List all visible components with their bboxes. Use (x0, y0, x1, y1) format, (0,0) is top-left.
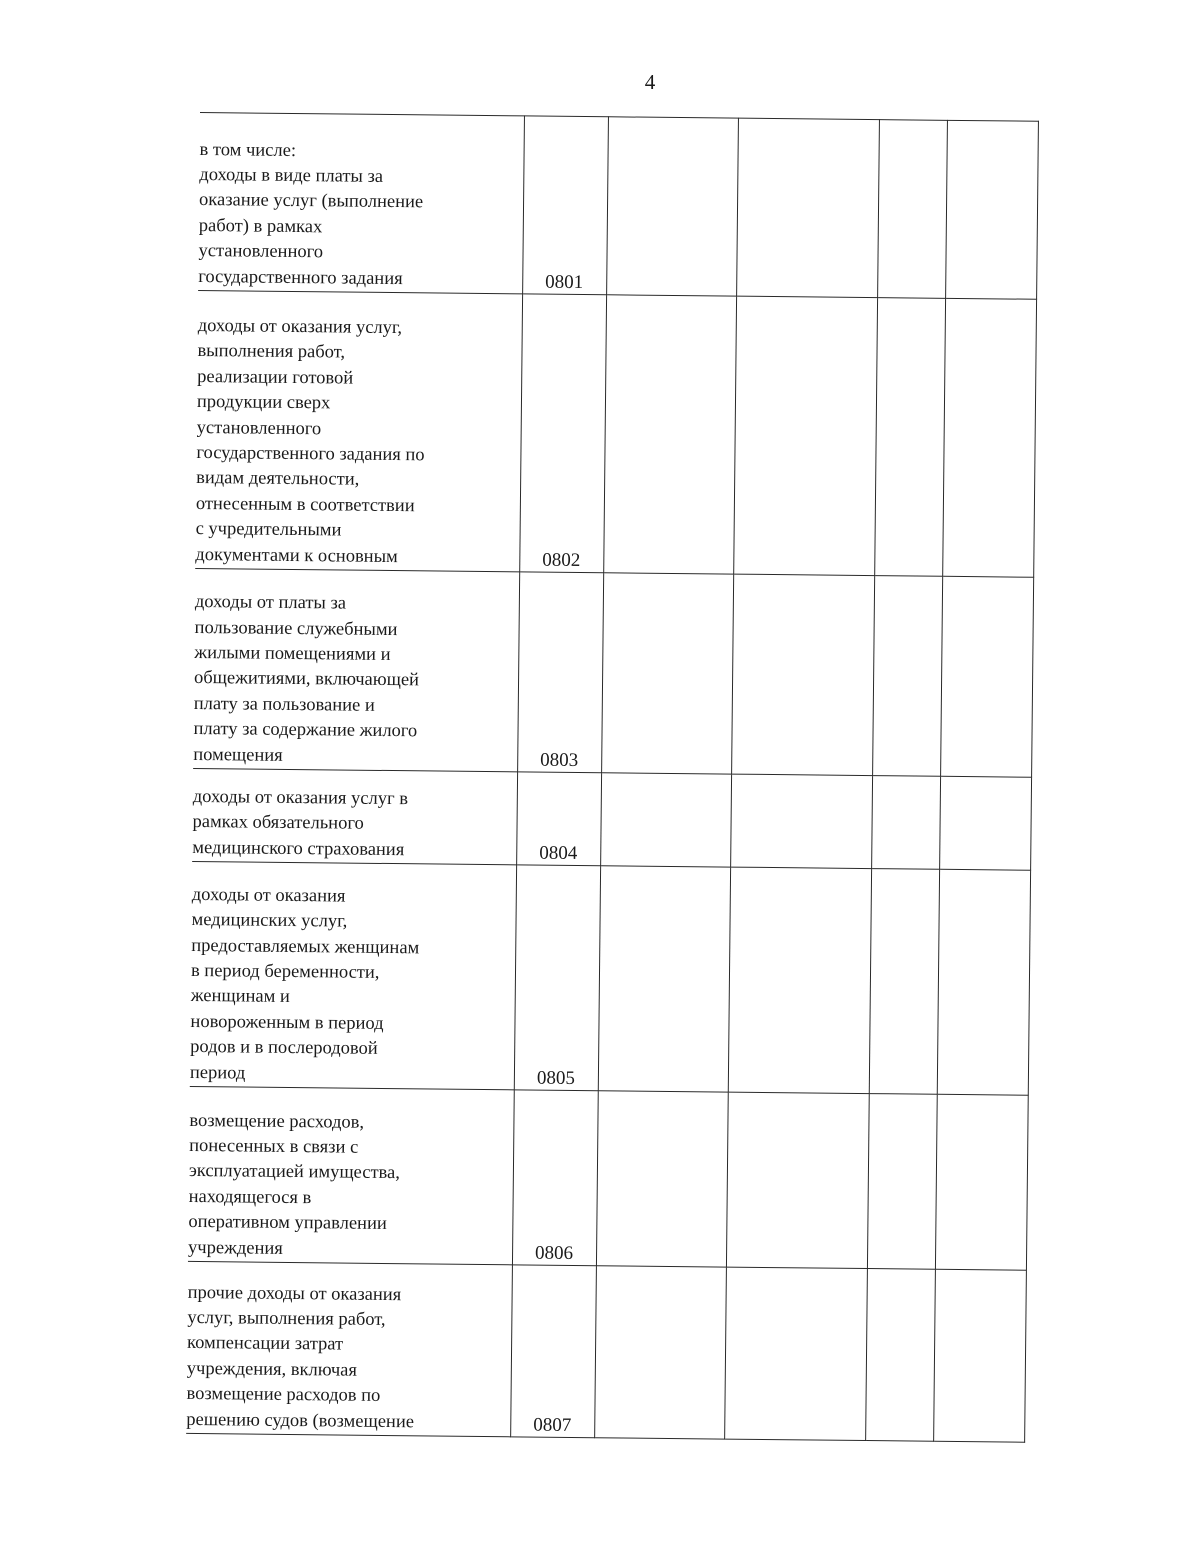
table-row (190, 861, 1030, 1095)
value-cell (872, 576, 942, 777)
value-cell (933, 1269, 1026, 1442)
row-description: доходы от платы за пользование служебными жилыми помещениями и общежитиями, включающей плату за пользование и плату за содержание жилого помещения (193, 568, 519, 771)
table-row (186, 1261, 1026, 1442)
row-description: возмещение расходов, понесенных в связи с эксплуатацией имущества, находящегося в оперативном управлении учреждения (188, 1086, 514, 1264)
table-row (193, 568, 1033, 777)
row-code: 0807 (510, 1265, 596, 1438)
row-code: 0805 (514, 865, 600, 1091)
table-row (192, 768, 1031, 870)
table-row (188, 1086, 1028, 1270)
row-code: 0804 (516, 772, 601, 866)
value-cell (736, 118, 879, 297)
value-cell (600, 773, 731, 867)
value-cell (939, 776, 1031, 870)
value-cell (867, 1094, 937, 1270)
value-cell (945, 120, 1038, 299)
value-cell (937, 869, 1030, 1095)
value-cell (733, 296, 877, 575)
value-cell (935, 1094, 1028, 1270)
row-code: 0806 (512, 1090, 598, 1266)
value-cell (726, 1092, 869, 1268)
income-table (186, 112, 1038, 1443)
value-cell (874, 298, 945, 577)
value-cell (869, 869, 939, 1095)
value-cell (940, 576, 1033, 777)
value-cell (871, 776, 940, 870)
row-code: 0801 (522, 116, 608, 295)
value-cell (594, 1266, 726, 1439)
value-cell (877, 120, 947, 299)
row-description: в том числе: доходы в виде платы за оказание услуг (выполнение работ) в рамках установленного государственного задания (198, 112, 524, 293)
value-cell (603, 295, 736, 574)
value-cell (942, 298, 1036, 577)
value-cell (730, 774, 872, 868)
value-cell (724, 1267, 867, 1440)
value-cell (728, 867, 871, 1093)
value-cell (731, 574, 874, 775)
row-code: 0803 (517, 572, 603, 773)
value-cell (865, 1269, 935, 1442)
row-code: 0802 (519, 294, 606, 573)
page-number: 4 (644, 70, 656, 94)
value-cell (596, 1091, 728, 1267)
row-description: доходы от оказания услуг в рамках обязательного медицинского страхования (192, 768, 517, 864)
row-description: прочие доходы от оказания услуг, выполнения работ, компенсации затрат учреждения, включая возмещение расходов по решению судов (возмещение (186, 1261, 512, 1436)
row-description: доходы от оказания услуг, выполнения работ, реализации готовой продукции сверх установленного государственного задания по видам деятельности, отнесенным в соответствии с учредительными документами к основным (195, 290, 522, 571)
value-cell (598, 866, 730, 1092)
value-cell (601, 573, 733, 774)
table-row (195, 290, 1036, 577)
table-row (198, 112, 1038, 299)
row-description: доходы от оказания медицинских услуг, предоставляемых женщинам в период беременности, женщинам и новороженным в период родов и в послеродовой период (190, 861, 516, 1089)
value-cell (606, 117, 738, 296)
